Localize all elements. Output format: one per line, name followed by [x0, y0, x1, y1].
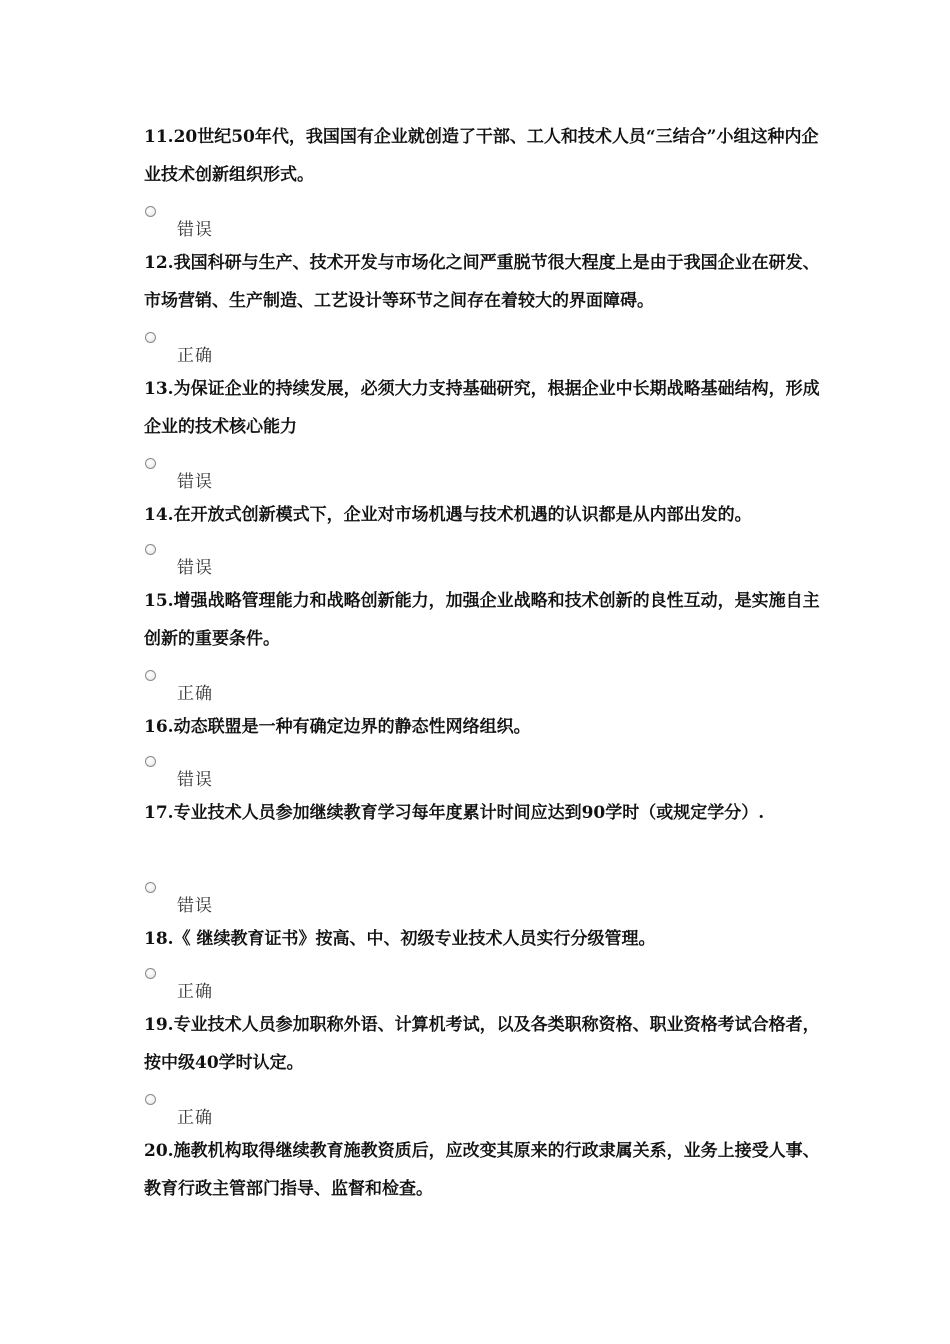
answer-radio-18[interactable] [145, 968, 156, 979]
answer-radio-12[interactable] [145, 332, 156, 343]
answer-label-15: 正确 [177, 684, 213, 704]
question-14: 14.在开放式创新模式下，企业对市场机遇与技术机遇的认识都是从内部出发的。 [144, 505, 752, 525]
answer-radio-11[interactable] [145, 206, 156, 217]
question-19: 19.专业技术人员参加职称外语、计算机考试，以及各类职称资格、职业资格考试合格者，按中级40学时认定。 [144, 1015, 820, 1073]
question-15: 15.增强战略管理能力和战略创新能力，加强企业战略和技术创新的良性互动，是实施自主创新的重要条件。 [144, 591, 820, 649]
answer-label-14: 错误 [177, 558, 213, 578]
question-13: 13.为保证企业的持续发展，必须大力支持基础研究，根据企业中长期战略基础结构，形成企业的技术核心能力 [144, 379, 820, 437]
answer-label-19: 正确 [177, 1108, 213, 1128]
answer-label-11: 错误 [177, 220, 213, 240]
answer-radio-13[interactable] [145, 458, 156, 469]
answer-label-12: 正确 [177, 346, 213, 366]
answer-label-18: 正确 [177, 982, 213, 1002]
answer-label-16: 错误 [177, 770, 213, 790]
question-16: 16.动态联盟是一种有确定边界的静态性网络组织。 [144, 717, 531, 737]
question-12: 12.我国科研与生产、技术开发与市场化之间严重脱节很大程度上是由于我国企业在研发、市场营销、生产制造、工艺设计等环节之间存在着较大的界面障碍。 [144, 253, 820, 311]
question-17: 17.专业技术人员参加继续教育学习每年度累计时间应达到90学时（或规定学分）. [144, 803, 765, 823]
answer-radio-17[interactable] [145, 882, 156, 893]
answer-label-17: 错误 [177, 896, 213, 916]
answer-radio-16[interactable] [145, 756, 156, 767]
question-20: 20.施教机构取得继续教育施教资质后，应改变其原来的行政隶属关系，业务上接受人事、教育行政主管部门指导、监督和检查。 [144, 1141, 820, 1199]
question-18: 18.《 继续教育证书》按高、中、初级专业技术人员实行分级管理。 [144, 929, 656, 949]
answer-radio-19[interactable] [145, 1094, 156, 1105]
question-11: 11.20世纪50年代，我国国有企业就创造了干部、工人和技术人员“三结合”小组这种内企业技术创新组织形式。 [144, 127, 819, 185]
answer-label-13: 错误 [177, 472, 213, 492]
answer-radio-15[interactable] [145, 670, 156, 681]
answer-radio-14[interactable] [145, 544, 156, 555]
